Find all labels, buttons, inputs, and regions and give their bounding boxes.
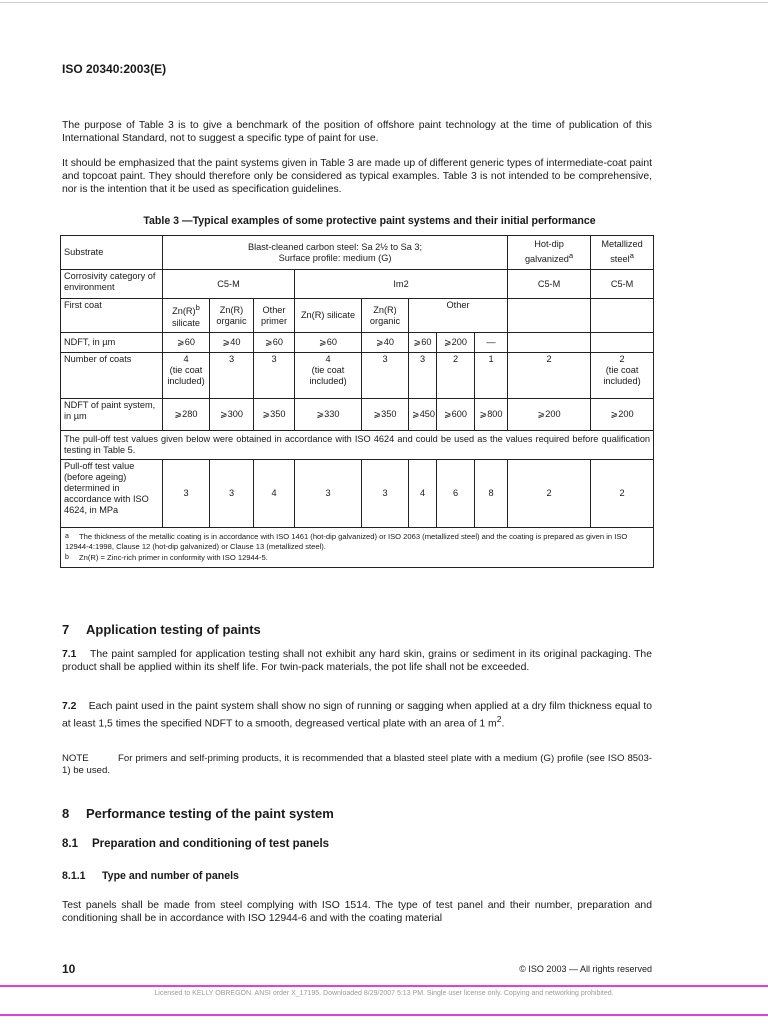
ndft-system-cell: ⩾600 bbox=[437, 399, 475, 431]
substrate-metallized: Metallized steel$^a$ bbox=[591, 236, 654, 270]
substrate-blast-line2: Surface profile: medium (G) bbox=[278, 252, 392, 263]
first-coat-cell: Other primer bbox=[254, 299, 295, 333]
license-notice: Licensed to KELLY OBREGON. ANSI order X_17195. Downloaded 8/29/2007 5:13 PM. Single user license only. Copying and networking prohibited. bbox=[154, 990, 614, 997]
ndft-system-metallized: ⩾200 bbox=[591, 399, 654, 431]
ndft-system-cell: ⩾350 bbox=[362, 399, 409, 431]
table-row bbox=[61, 270, 654, 299]
coats-metallized: 2 (tie coat included) bbox=[591, 353, 654, 399]
top-rule bbox=[0, 2, 768, 3]
section-8-heading: 8 Performance testing of the paint system bbox=[62, 806, 334, 821]
pulloff-cell: 3 bbox=[210, 460, 254, 528]
corrosivity-c5m: C5-M bbox=[163, 270, 295, 299]
note-7-2: NOTE For primers and self-priming products, it is recommended that a blasted steel plate with a medium (G) profile (see ISO 8503-1) be used. bbox=[62, 753, 652, 776]
row-label-coats: Number of coats bbox=[61, 353, 163, 399]
intro-paragraph-1: The purpose of Table 3 is to give a benchmark of the position of offshore paint technology at the time of publication of this International Standard, not to suggest a specific type of paint for use. bbox=[62, 120, 652, 144]
first-coat-other: Other bbox=[409, 299, 508, 333]
corrosivity-im2: Im2 bbox=[295, 270, 508, 299]
corrosivity-metallized: C5-M bbox=[591, 270, 654, 299]
ndft-hotdip-empty bbox=[508, 333, 591, 353]
pulloff-cell: 6 bbox=[437, 460, 475, 528]
coats-cell: 3 bbox=[362, 353, 409, 399]
table-row bbox=[61, 236, 654, 270]
ndft-cell: ⩾200 bbox=[437, 333, 475, 353]
pulloff-cell: 3 bbox=[295, 460, 362, 528]
table-row bbox=[61, 460, 654, 528]
pulloff-cell: 3 bbox=[163, 460, 210, 528]
corrosivity-hotdip: C5-M bbox=[508, 270, 591, 299]
coats-cell: 1 bbox=[475, 353, 508, 399]
footnote-a: a The thickness of the metallic coating is in accordance with ISO 1461 (hot-dip galvanized) or ISO 2063 (metallized steel) and the coating is prepared as given in ISO 12944-4:1998, Clause 12 (hot-dip galvanized) or Clause 13 (metallized steel). bbox=[65, 532, 628, 551]
row-label-substrate: Substrate bbox=[61, 236, 163, 270]
ndft-system-cell: ⩾350 bbox=[254, 399, 295, 431]
row-label-first-coat: First coat bbox=[61, 299, 163, 333]
section-7-heading: 7 Application testing of paints bbox=[62, 622, 261, 637]
copyright-notice: © ISO 2003 — All rights reserved bbox=[519, 964, 652, 974]
first-coat-cell: $Zn(R)^b$ silicate bbox=[163, 299, 210, 333]
coats-cell: 4 (tie coat included) bbox=[163, 353, 210, 399]
ndft-cell: ⩾40 bbox=[362, 333, 409, 353]
pulloff-note: The pull-off test values given below were obtained in accordance with ISO 4624 and could be used as the values required before qualification testing in Table 5. bbox=[61, 431, 654, 460]
ndft-cell: ⩾40 bbox=[210, 333, 254, 353]
footer-rule-bottom bbox=[0, 1014, 768, 1016]
ndft-system-cell: ⩾800 bbox=[475, 399, 508, 431]
row-label-ndft: NDFT, in µm bbox=[61, 333, 163, 353]
footer-rule-top bbox=[0, 985, 768, 987]
section-8-1-1-heading: 8.1.1 Type and number of panels bbox=[62, 870, 239, 882]
pulloff-cell: 4 bbox=[409, 460, 437, 528]
row-label-ndft-system: NDFT of paint system, in µm bbox=[61, 399, 163, 431]
ndft-system-cell: ⩾330 bbox=[295, 399, 362, 431]
substrate-hotdip: Hot-dip galvanized$^a$ bbox=[508, 236, 591, 270]
table-row bbox=[61, 528, 654, 568]
row-label-corrosivity: Corrosivity category of environment bbox=[61, 270, 163, 299]
first-coat-metallized-empty bbox=[591, 299, 654, 333]
section-8-1-heading: 8.1 Preparation and conditioning of test panels bbox=[62, 838, 330, 850]
table-footnotes bbox=[61, 528, 654, 568]
table-row bbox=[61, 299, 654, 333]
pulloff-metallized: 2 bbox=[591, 460, 654, 528]
ndft-system-cell: ⩾280 bbox=[163, 399, 210, 431]
substrate-blast-cleaned bbox=[163, 236, 508, 270]
page-number: 10 bbox=[62, 962, 76, 976]
coats-cell: 2 bbox=[437, 353, 475, 399]
pulloff-hotdip: 2 bbox=[508, 460, 591, 528]
coats-cell: 4 (tie coat included) bbox=[295, 353, 362, 399]
table-row bbox=[61, 399, 654, 431]
first-coat-cell: Zn(R) organic bbox=[210, 299, 254, 333]
document-header: ISO 20340:2003(E) bbox=[62, 62, 167, 76]
ndft-cell: ⩾60 bbox=[295, 333, 362, 353]
clause-8-1-1-text: Test panels shall be made from steel complying with ISO 1514. The type of test panel and their number, preparation and conditioning shall be in accordance with ISO 12944-6 and with the coating material bbox=[62, 900, 652, 924]
substrate-blast-line1: Blast-cleaned carbon steel: Sa 2½ to Sa 3; bbox=[247, 241, 423, 252]
first-coat-hotdip-empty bbox=[508, 299, 591, 333]
intro-paragraph-2: It should be emphasized that the paint systems given in Table 3 are made up of different generic types of intermediate-coat paint and topcoat paint. They should therefore only be considered as typical examples. Table 3 is not intended to be comprehensive, nor is the intention that it be used as specification guidelines. bbox=[62, 158, 652, 195]
table-row bbox=[61, 353, 654, 399]
ndft-cell: ⩾60 bbox=[254, 333, 295, 353]
coats-cell: 3 bbox=[210, 353, 254, 399]
coats-cell: 3 bbox=[409, 353, 437, 399]
coats-hotdip: 2 bbox=[508, 353, 591, 399]
first-coat-cell: Zn(R) organic bbox=[362, 299, 409, 333]
table-caption: Table 3 —Typical examples of some protective paint systems and their initial performance bbox=[143, 215, 596, 227]
first-coat-cell: Zn(R) silicate bbox=[295, 299, 362, 333]
pulloff-cell: 3 bbox=[362, 460, 409, 528]
ndft-cell: ⩾60 bbox=[163, 333, 210, 353]
ndft-metallized-empty bbox=[591, 333, 654, 353]
clause-7-1: 7.1 The paint sampled for application testing shall not exhibit any hard skin, grains or sediment in its original packaging. The product shall be applied within its shelf life. For twin-pack materials, the pot life shall not be exceeded. bbox=[62, 649, 652, 673]
table-row bbox=[61, 333, 654, 353]
ndft-system-hotdip: ⩾200 bbox=[508, 399, 591, 431]
pulloff-cell: 8 bbox=[475, 460, 508, 528]
ndft-cell: — bbox=[475, 333, 508, 353]
ndft-cell: ⩾60 bbox=[409, 333, 437, 353]
table-row bbox=[61, 431, 654, 460]
ndft-system-cell: ⩾300 bbox=[210, 399, 254, 431]
paint-systems-table bbox=[60, 235, 654, 568]
ndft-system-cell: ⩾450 bbox=[409, 399, 437, 431]
row-label-pulloff: Pull-off test value (before ageing) determined in accordance with ISO 4624, in MPa bbox=[61, 460, 163, 528]
footnote-b: b Zn(R) = Zinc-rich primer in conformity with ISO 12944-5. bbox=[65, 553, 268, 562]
pulloff-cell: 4 bbox=[254, 460, 295, 528]
clause-7-2: 7.2 Each paint used in the paint system shall show no sign of running or sagging when applied at a dry film thickness equal to at least 1,5 times the specified NDFT to a smooth, degreased vertical plate with an area of 1 $m^2$. bbox=[62, 701, 652, 730]
coats-cell: 3 bbox=[254, 353, 295, 399]
